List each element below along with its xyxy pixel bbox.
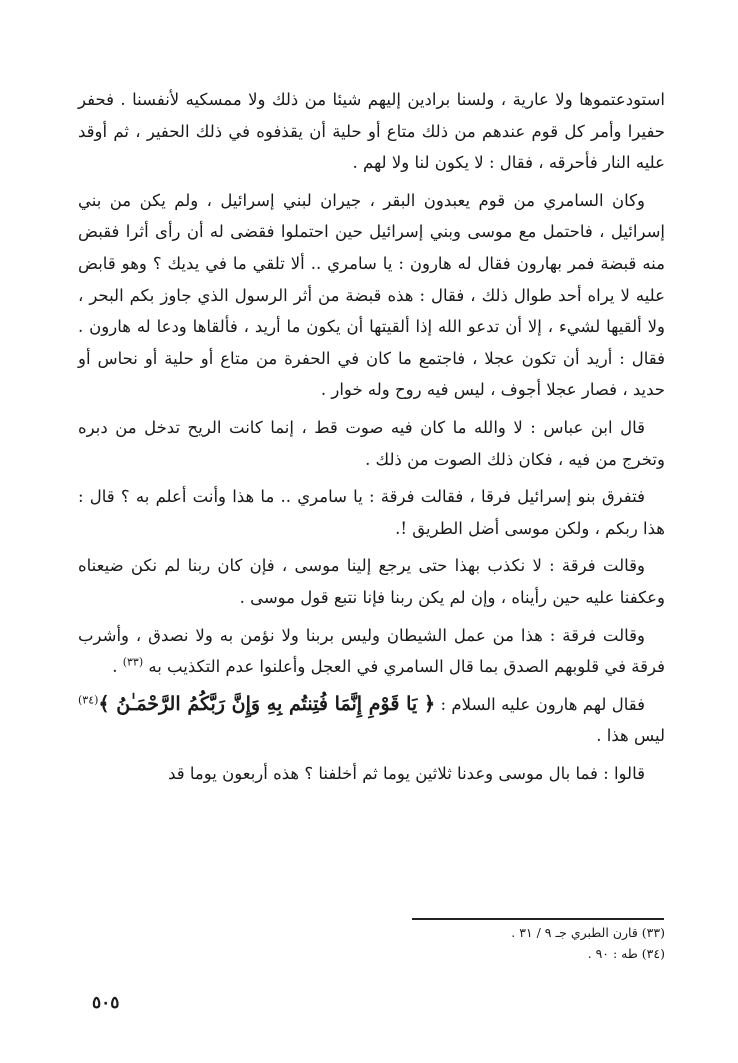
page-number: ٥٠٥ bbox=[92, 993, 120, 1013]
footnote-33: (٣٣) قارن الطبري جـ ٩ / ٣١ . bbox=[511, 925, 665, 940]
paragraph-5: وقالت فرقة : لا نكذب بهذا حتى يرجع إلينا موسى ، فإن كان ربنا لم نكن ضيعناه وعكفنا عليه حين رأيناه ، وإن لم يكن ربنا فإنا نتبع قول موسى . bbox=[78, 556, 665, 607]
page-body bbox=[78, 84, 665, 789]
footnote-ref-34: (٣٤) bbox=[78, 693, 99, 707]
quran-lead: فقال لهم هارون عليه السلام : bbox=[435, 694, 645, 714]
footnote-ref-33: (٣٣) bbox=[122, 655, 144, 669]
footnote-divider bbox=[412, 918, 664, 920]
paragraph-6-text: وقالت فرقة : هذا من عمل الشيطان وليس بربنا ولا نؤمن به ولا نصدق ، وأشرب فرقة في قلوبهم الصدق بما قال السامري في العجل وأعلنوا عدم التكذيب به bbox=[78, 625, 665, 677]
paragraph-6-tail: . bbox=[112, 657, 123, 677]
quran-tail: ليس هذا . bbox=[596, 726, 665, 746]
paragraph-quran bbox=[78, 689, 665, 752]
paragraph-3: قال ابن عباس : لا والله ما كان فيه صوت قط ، إنما كانت الريح تدخل من دبره وتخرج من فيه ، فكان ذلك الصوت من ذلك . bbox=[78, 417, 665, 469]
footnotes bbox=[78, 922, 665, 964]
paragraph-4: فتفرق بنو إسرائيل فرقا ، فقالت فرقة : يا سامري .. ما هذا وأنت أعلم به ؟ قال : هذا ربكم ، ولكن موسى أضل الطريق !. bbox=[78, 487, 665, 538]
footnote-34: (٣٤) طه : ٩٠ . bbox=[587, 946, 665, 961]
quran-verse: ﴿ يَا قَوْمِ إِنَّمَا فُتِنتُم بِهِ وَإِنَّ رَبَّكُمُ الرَّحْمَـٰنُ ﴾ bbox=[98, 692, 436, 715]
paragraph-last: قالوا : فما بال موسى وعدنا ثلاثين يوما ثم أخلفنا ؟ هذه أربعون يوما قد bbox=[168, 763, 645, 783]
paragraph-6 bbox=[78, 620, 665, 683]
paragraph-1: استودعتموها ولا عارية ، ولسنا برادين إليهم شيئا من ذلك ولا ممسكيه لأنفسنا . فحفر حفيرا وأمر كل قوم عندهم من ذلك متاع أو حلية أن يقذفوه في ذلك الحفير ، ثم أوقد عليه النار فأحرقه ، فقال : لا يكون لنا ولا لهم . bbox=[78, 90, 665, 173]
paragraph-2: وكان السامري من قوم يعبدون البقر ، جيران لبني إسرائيل ، ولم يكن من بني إسرائيل ، فاحتمل مع موسى وبني إسرائيل حين احتملوا فقضى له أن رأى أثرا فقبض منه قبضة فمر بهارون فقال له هارون : يا سامري .. ألا تلقي ما في يديك ؟ وهو قابض عليه لا يراه أحد طوال ذلك ، فقال : هذه قبضة من أثر الرسول الذي جاوز بكم البحر ، ولا ألقيها لشيء ، إلا أن تدعو الله إذا ألقيتها أن يكون ما أريد ، فألقاها ودعا له هارون . فقال : أريد أن تكون عجلا ، فاجتمع ما كان في الحفرة من متاع أو حلية أو نحاس أو حديد ، فصار عجلا أجوف ، ليس فيه روح وله خوار . bbox=[78, 190, 665, 400]
